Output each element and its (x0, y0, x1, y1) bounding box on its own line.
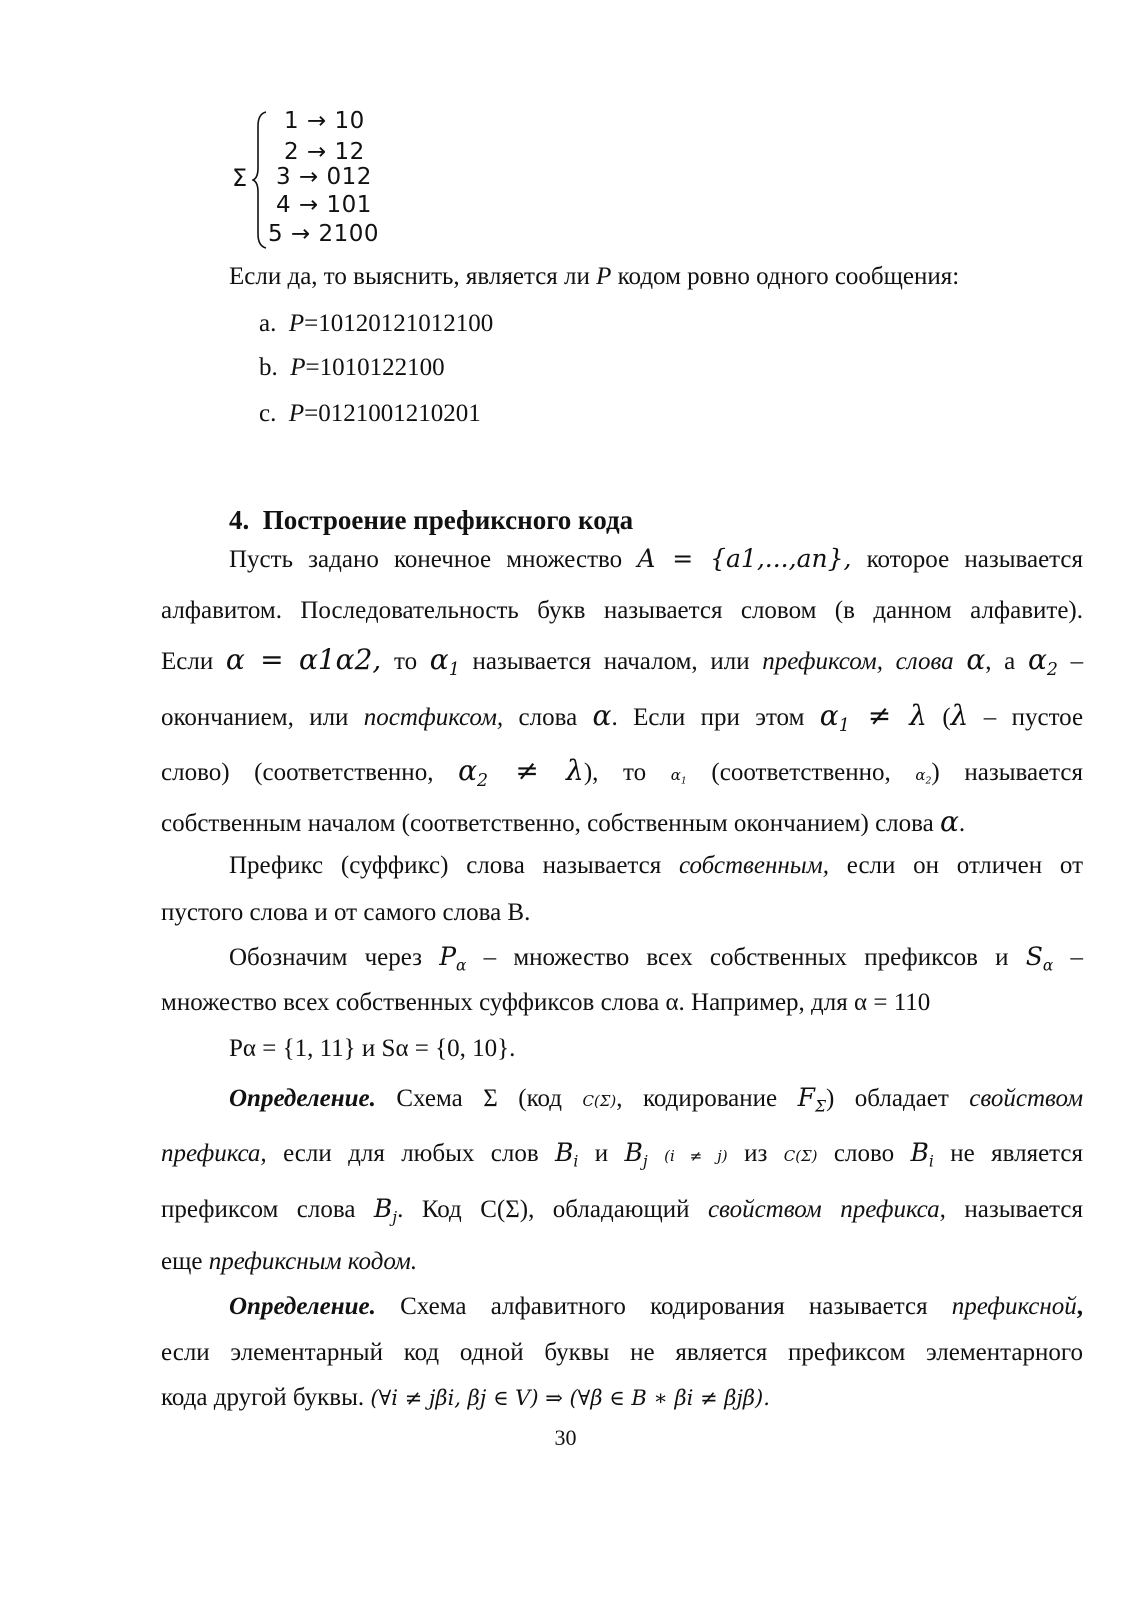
text-run: , кодирование (616, 1085, 778, 1112)
question-var: P (596, 263, 612, 290)
text-run-italic: собственным, (679, 852, 829, 879)
option-marker: a. (259, 310, 277, 337)
option-var: P (288, 310, 305, 337)
text-run: – пустое (983, 704, 1084, 731)
question-prefix: Если да, то выяснить, является ли (229, 263, 597, 290)
page-number: 30 (554, 1425, 577, 1450)
paragraph-line: если элементарный код одной буквы не является префиксом элементарного (161, 1339, 1083, 1366)
text-run: Схема алфавитного кодирования называется (400, 1293, 928, 1320)
left-brace-icon (252, 110, 268, 250)
math-b-i: $B_i$ (555, 1138, 579, 1171)
scheme-rule: 4 → 101 (276, 192, 372, 218)
paragraph-line (229, 853, 1083, 878)
math-p-alpha: $P_\alpha$ (439, 942, 467, 975)
math-b-j: $B_j$ (624, 1138, 648, 1171)
math-alpha-split: α = α1α2, (225, 643, 382, 676)
text-run: ( (942, 704, 951, 731)
text-run: которое называется (866, 546, 1083, 573)
question-suffix: кодом ровно одного сообщения: (611, 263, 960, 290)
text-run-italic: свойством (969, 1085, 1084, 1112)
scheme-rule: 1 → 10 (284, 108, 365, 134)
text-run: ) называется (931, 759, 1083, 786)
paragraph-line (161, 699, 1084, 737)
paragraph-line (161, 643, 1084, 681)
text-run-italic: префикса, (161, 1140, 267, 1167)
text-run: (соответственно, (711, 759, 891, 786)
option-var: P (288, 400, 305, 427)
math-alpha1-neq-lambda: $\alpha_1 \ne \lambda$ (819, 699, 927, 737)
paragraph-line (229, 1294, 1083, 1319)
paragraph-line (229, 1083, 1084, 1116)
scheme-rule: 3 → 012 (276, 164, 372, 190)
sigma-symbol: Σ (232, 164, 248, 192)
paragraph-line (161, 1138, 1083, 1171)
math-set-a: A = {a1,...,an}, (637, 544, 852, 573)
text-run: называется началом, или (472, 648, 750, 675)
paragraph-line (161, 1194, 1083, 1227)
text-run: собственным началом (соответственно, собственным окончанием) слова (161, 810, 934, 837)
paragraph-line (161, 1385, 770, 1410)
math-f-sigma: $F_\Sigma$ (797, 1083, 826, 1116)
text-run: еще (161, 1248, 203, 1275)
option-marker: c. (259, 400, 277, 427)
section-title: Построение префиксного кода (262, 505, 634, 535)
text-run: Если (161, 648, 214, 675)
text-run-italic: свойством префикса, (707, 1196, 946, 1223)
text-run: Схема Σ (код (396, 1085, 562, 1112)
section-number: 4. (229, 505, 250, 535)
math-alpha2-neq-lambda: $\alpha_2 \ne \lambda$ (458, 754, 584, 792)
math-code-c-sigma: C(Σ) (582, 1092, 617, 1110)
option-value: =0121001210201 (304, 400, 481, 427)
math-alpha2-small: $\alpha_2$ (915, 766, 932, 787)
text-run: если для любых слов (283, 1140, 539, 1167)
math-b-j: $B_j$ (373, 1194, 398, 1227)
math-alpha1: $\alpha_1$ (429, 643, 460, 681)
math-alpha1-small: $\alpha_1$ (670, 766, 687, 787)
paragraph-line: пустого слова и от самого слова B. (161, 899, 531, 926)
text-run: – (1070, 648, 1084, 675)
math-lambda: λ (950, 699, 969, 732)
math-alpha: α (966, 643, 986, 676)
option-var: P (290, 354, 306, 381)
definition-label: Определение. (229, 1293, 376, 1320)
text-run: окончанием, или (161, 704, 349, 731)
math-prefix-condition: (∀i ≠ jβi, βj ∈ V) ⇒ (∀β ∈ B ∗ βi ≠ βjβ). (370, 1386, 770, 1410)
math-i-neq-j: (i ≠ j) (664, 1147, 728, 1165)
paragraph-line: собственным началом (соответственно, собственным окончанием) слова α. (161, 805, 966, 838)
paragraph-line: Pα = {1, 11} и Sα = {0, 10}. (229, 1035, 516, 1062)
text-run: слова (518, 704, 578, 731)
text-run: – (1070, 944, 1083, 971)
scheme-rule: 2 → 12 (284, 139, 365, 165)
text-run: ) обладает (825, 1085, 949, 1112)
text-run: ), то (583, 759, 647, 786)
definition-label: Определение. (229, 1085, 376, 1112)
text-run-italic: префиксным кодом. (208, 1248, 418, 1275)
option-c (259, 401, 481, 426)
text-run: , (1076, 1293, 1083, 1320)
text-run: . Код C(Σ), обладающий (397, 1196, 690, 1223)
paragraph-line: алфавитом. Последовательность букв называется словом (в данном алфавите). (161, 597, 1083, 624)
paragraph-line (229, 546, 1083, 572)
paragraph-line (229, 942, 1083, 975)
text-run: из (744, 1140, 768, 1167)
text-run: то (393, 648, 418, 675)
text-run: называется (964, 1196, 1083, 1223)
text-run: , а (985, 648, 1016, 675)
paragraph-line (161, 1249, 417, 1274)
text-run: – множество всех собственных префиксов и (483, 944, 1009, 971)
paragraph-line: множество всех собственных суффиксов слова α. Например, для α = 110 (161, 989, 931, 1016)
text-run: если он отличен от (846, 852, 1084, 879)
math-s-alpha: $S_\alpha$ (1025, 942, 1054, 975)
text-run: не является (950, 1140, 1083, 1167)
option-marker: b. (259, 354, 278, 381)
math-alpha: α (592, 699, 612, 732)
option-value: =10120121012100 (304, 310, 494, 337)
text-run: Пусть задано конечное множество (229, 546, 623, 573)
math-alpha2: $\alpha_2$ (1027, 643, 1058, 681)
math-code-c-sigma: C(Σ) (783, 1147, 818, 1165)
text-run: Префикс (суффикс) слова называется (229, 852, 662, 879)
text-run: слово (833, 1140, 895, 1167)
text-run-italic: постфиксом, (363, 704, 504, 731)
text-run-italic: префиксом, слова (762, 648, 954, 675)
math-b-i: $B_i$ (910, 1138, 934, 1171)
math-alpha: α (939, 805, 959, 838)
paragraph-line (161, 754, 1083, 792)
text-run: Обозначим через (229, 944, 423, 971)
option-a (259, 311, 493, 336)
text-run: слово) (соответственно, (161, 759, 434, 786)
option-b (259, 355, 445, 380)
text-run: префиксом слова (161, 1196, 356, 1223)
text-run: кода другой буквы. (161, 1384, 365, 1411)
scheme-rule: 5 → 2100 (268, 221, 380, 247)
text-run-italic: префиксной (951, 1293, 1077, 1320)
text-run: . Если при этом (611, 704, 805, 731)
section-heading (229, 505, 633, 536)
option-value: =1010122100 (305, 354, 445, 381)
question-text (229, 264, 959, 289)
text-run: и (594, 1140, 609, 1167)
